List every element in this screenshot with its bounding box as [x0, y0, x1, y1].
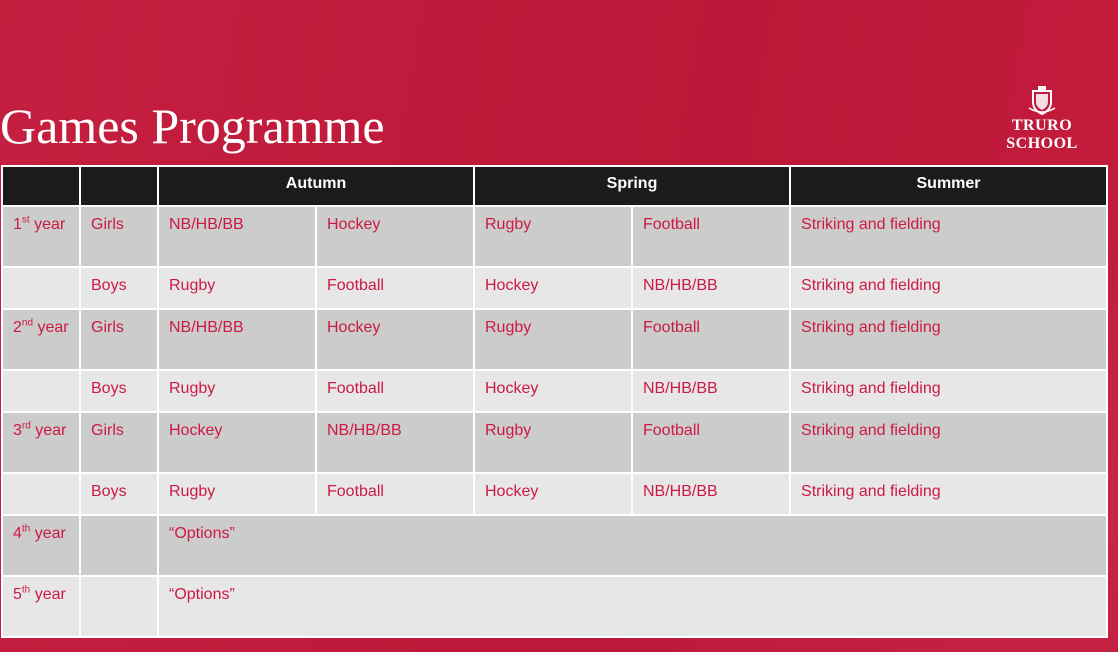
- truro-school-logo: [994, 86, 1090, 152]
- games-table: [1, 165, 1108, 638]
- group-cell: [80, 515, 158, 576]
- autumn-2-cell: Football: [316, 473, 474, 515]
- autumn-2-cell: NB/HB/BB: [316, 412, 474, 473]
- table-row: [2, 267, 1107, 309]
- autumn-1-cell: Rugby: [158, 370, 316, 412]
- header-cell-autumn: Autumn: [158, 166, 474, 206]
- group-cell: Girls: [80, 412, 158, 473]
- spring-1-cell: Rugby: [474, 412, 632, 473]
- header-cell-group: [80, 166, 158, 206]
- summer-cell: Striking and fielding: [790, 206, 1107, 267]
- autumn-2-cell: Hockey: [316, 206, 474, 267]
- year-cell: 2nd year: [2, 309, 80, 370]
- header-row: [2, 166, 1107, 206]
- table-row: [2, 309, 1107, 370]
- autumn-1-cell: NB/HB/BB: [158, 206, 316, 267]
- summer-cell: Striking and fielding: [790, 412, 1107, 473]
- table-row: [2, 515, 1107, 576]
- spring-2-cell: NB/HB/BB: [632, 370, 790, 412]
- options-cell: “Options”: [158, 515, 1107, 576]
- year-cell: 3rd year: [2, 412, 80, 473]
- logo-line-1: TRURO: [1011, 117, 1073, 134]
- spring-1-cell: Hockey: [474, 370, 632, 412]
- table-row: [2, 412, 1107, 473]
- autumn-1-cell: Hockey: [158, 412, 316, 473]
- group-cell: Girls: [80, 206, 158, 267]
- year-cell: 1st year: [2, 206, 80, 267]
- spring-2-cell: Football: [632, 412, 790, 473]
- summer-cell: Striking and fielding: [790, 370, 1107, 412]
- spring-2-cell: Football: [632, 309, 790, 370]
- spring-1-cell: Hockey: [474, 267, 632, 309]
- summer-cell: Striking and fielding: [790, 309, 1107, 370]
- header-cell-summer: Summer: [790, 166, 1107, 206]
- school-crest-icon: [1027, 86, 1057, 116]
- table-row: [2, 206, 1107, 267]
- summer-cell: Striking and fielding: [790, 473, 1107, 515]
- spring-1-cell: Hockey: [474, 473, 632, 515]
- autumn-1-cell: NB/HB/BB: [158, 309, 316, 370]
- logo-line-2: SCHOOL: [1006, 135, 1078, 152]
- autumn-2-cell: Football: [316, 370, 474, 412]
- spring-2-cell: NB/HB/BB: [632, 473, 790, 515]
- year-cell: [2, 267, 80, 309]
- autumn-1-cell: Rugby: [158, 473, 316, 515]
- group-cell: Boys: [80, 473, 158, 515]
- spring-2-cell: Football: [632, 206, 790, 267]
- table-row: [2, 473, 1107, 515]
- summer-cell: Striking and fielding: [790, 267, 1107, 309]
- header-cell-year: [2, 166, 80, 206]
- autumn-1-cell: Rugby: [158, 267, 316, 309]
- page-title: Games Programme: [0, 98, 385, 154]
- year-cell: [2, 473, 80, 515]
- year-cell: [2, 370, 80, 412]
- group-cell: [80, 576, 158, 637]
- autumn-2-cell: Football: [316, 267, 474, 309]
- spring-1-cell: Rugby: [474, 309, 632, 370]
- autumn-2-cell: Hockey: [316, 309, 474, 370]
- group-cell: Boys: [80, 267, 158, 309]
- header-cell-spring: Spring: [474, 166, 790, 206]
- spring-2-cell: NB/HB/BB: [632, 267, 790, 309]
- options-cell: “Options”: [158, 576, 1107, 637]
- group-cell: Boys: [80, 370, 158, 412]
- spring-1-cell: Rugby: [474, 206, 632, 267]
- year-cell: 5th year: [2, 576, 80, 637]
- year-cell: 4th year: [2, 515, 80, 576]
- table-row: [2, 370, 1107, 412]
- table-row: [2, 576, 1107, 637]
- group-cell: Girls: [80, 309, 158, 370]
